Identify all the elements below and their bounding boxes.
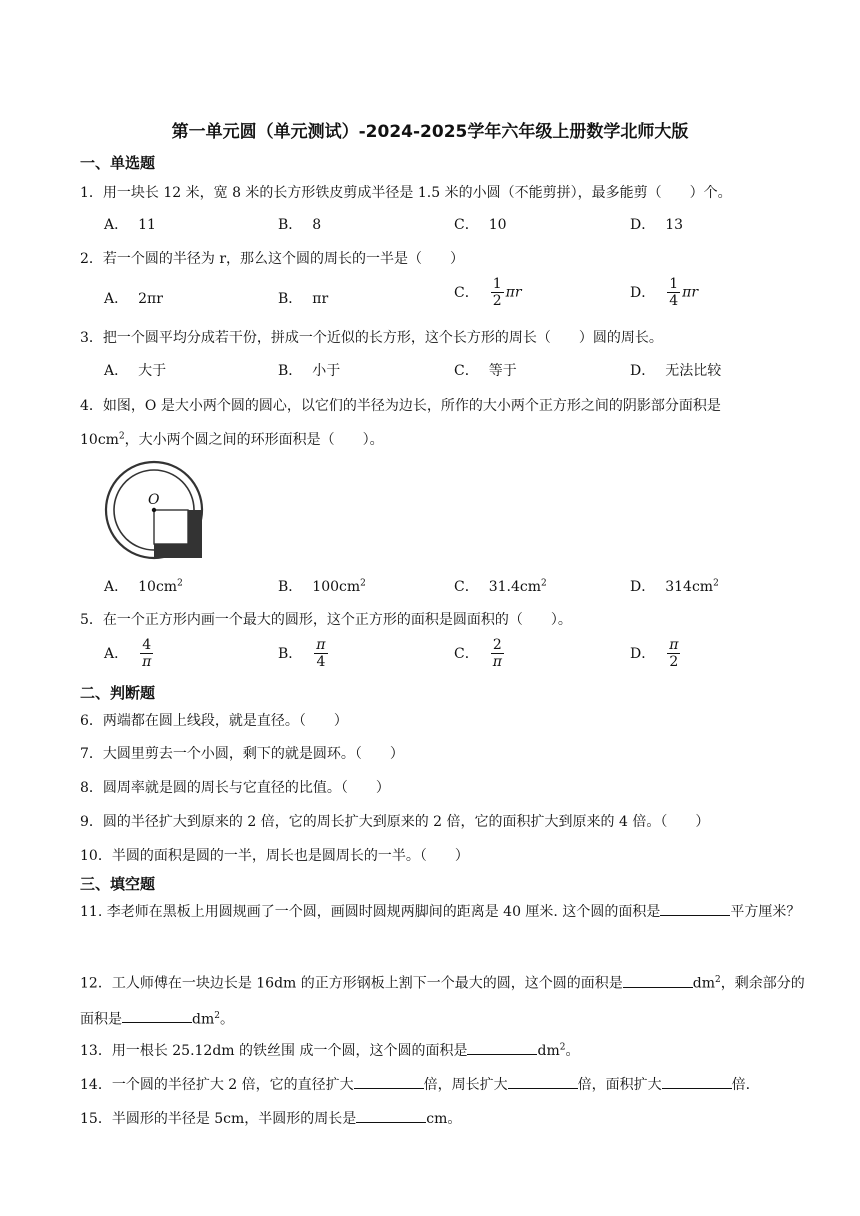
- option-b[interactable]: B． πr: [278, 291, 329, 307]
- option-c[interactable]: C． $\frac{1}{2}$ πr: [454, 276, 522, 309]
- option-d[interactable]: D． 13: [630, 217, 684, 233]
- question-3-options: [104, 360, 824, 400]
- question-2: 2．若一个圆的半径为 r，那么这个圆的周长的一半是（ ）: [80, 251, 465, 267]
- concentric-circles-figure: [102, 460, 206, 560]
- fraction: $\frac{1}{2}$: [492, 276, 502, 309]
- option-c[interactable]: C． $\frac{2}{\pi}$: [454, 637, 502, 670]
- question-8: 8．圆周率就是圆的周长与它直径的比值。（ ）: [80, 780, 390, 796]
- question-2-options: [104, 276, 824, 316]
- center-label-o: O: [148, 492, 160, 508]
- question-4-line-2: $10cm^2$，大小两个圆之间的环形面积是（ ）。: [80, 431, 384, 448]
- question-3: 3．把一个圆平均分成若干份，拼成一个近似的长方形，这个长方形的周长（ ）圆的周长。: [80, 330, 663, 346]
- question-5-options: [104, 637, 824, 677]
- option-b[interactable]: B． 小于: [278, 363, 341, 379]
- option-d[interactable]: D． $314cm^2$: [630, 578, 719, 595]
- question-4-line-1: 4．如图，O 是大小两个圆的圆心，以它们的半径为边长，所作的大小两个正方形之间的阴影部分面积是: [80, 398, 721, 414]
- option-a[interactable]: A． 大于: [104, 363, 167, 379]
- option-c[interactable]: C． 10: [454, 217, 507, 233]
- page-title: 第一单元圆（单元测试）-2024-2025学年六年级上册数学北师大版: [171, 122, 689, 142]
- question-1: 1．用一块长 12 米，宽 8 米的长方形铁皮剪成半径是 1.5 米的小圆（不能剪拼），最多能剪（ ）个。: [80, 185, 732, 201]
- fraction: $\frac{4}{\pi}$: [142, 637, 152, 670]
- answer-blank[interactable]: [508, 1074, 578, 1089]
- question-11: 11. 李老师在黑板上用圆规画了一个圆，画圆时圆规两脚间的距离是 40 厘米. 这个圆的面积是 平方厘米？: [80, 896, 810, 928]
- question-12: 12．工人师傅在一块边长是 16dm 的正方形钢板上割下一个最大的圆，这个圆的面积是 $dm^2$，剩余部分的面积是 $dm^2$。: [80, 964, 810, 1035]
- question-9: 9．圆的半径扩大到原来的 2 倍，它的周长扩大到原来的 2 倍，它的面积扩大到原来的 4 倍。（ ）: [80, 814, 710, 830]
- section-heading-fill-in: 三、填空题: [80, 875, 156, 893]
- answer-blank[interactable]: [467, 1040, 537, 1055]
- fraction: $\frac{\pi}{2}$: [669, 637, 679, 670]
- option-a[interactable]: A． $10cm^2$: [104, 578, 183, 595]
- option-b[interactable]: B． 8: [278, 217, 322, 233]
- question-14: 14．一个圆的半径扩大 2 倍，它的直径扩大 倍，周长扩大 倍，面积扩大 倍.: [80, 1074, 750, 1094]
- question-7: 7．大圆里剪去一个小圆，剩下的就是圆环。（ ）: [80, 746, 404, 762]
- option-d[interactable]: D． $\frac{1}{4}$ πr: [630, 276, 699, 309]
- answer-blank[interactable]: [662, 1074, 732, 1089]
- section-heading-single-choice: 一、单选题: [80, 154, 156, 172]
- question-10: 10．半圆的面积是圆的一半，周长也是圆周长的一半。（ ）: [80, 848, 469, 864]
- option-a[interactable]: A． $\frac{4}{\pi}$: [104, 637, 152, 670]
- answer-blank[interactable]: [660, 901, 730, 916]
- fraction: $\frac{1}{4}$: [669, 276, 679, 309]
- question-15: 15．半圆形的半径是 5cm，半圆形的周长是 cm。: [80, 1108, 461, 1128]
- fraction: $\frac{\pi}{4}$: [316, 637, 326, 670]
- option-d[interactable]: D． $\frac{\pi}{2}$: [630, 637, 679, 670]
- answer-blank[interactable]: [356, 1108, 426, 1123]
- option-a[interactable]: A． 2πr: [104, 291, 163, 307]
- option-b[interactable]: B． $100cm^2$: [278, 578, 366, 595]
- question-5: 5．在一个正方形内画一个最大的圆形，这个正方形的面积是圆面积的（ ）。: [80, 612, 572, 628]
- option-b[interactable]: B． $\frac{\pi}{4}$: [278, 637, 326, 670]
- option-a[interactable]: A． 11: [104, 217, 156, 233]
- fraction: $\frac{2}{\pi}$: [492, 637, 502, 670]
- question-13: 13．用一根长 25.12dm 的铁丝围 成一个圆，这个圆的面积是 $dm^2$。: [80, 1040, 579, 1060]
- answer-blank[interactable]: [122, 1008, 192, 1023]
- option-c[interactable]: C． $31.4cm^2$: [454, 578, 547, 595]
- answer-blank[interactable]: [354, 1074, 424, 1089]
- question-6: 6．两端都在圆上线段，就是直径。（ ）: [80, 713, 348, 729]
- answer-blank[interactable]: [623, 973, 693, 988]
- section-heading-true-false: 二、判断题: [80, 684, 156, 702]
- option-c[interactable]: C． 等于: [454, 363, 517, 379]
- option-d[interactable]: D． 无法比较: [630, 363, 722, 379]
